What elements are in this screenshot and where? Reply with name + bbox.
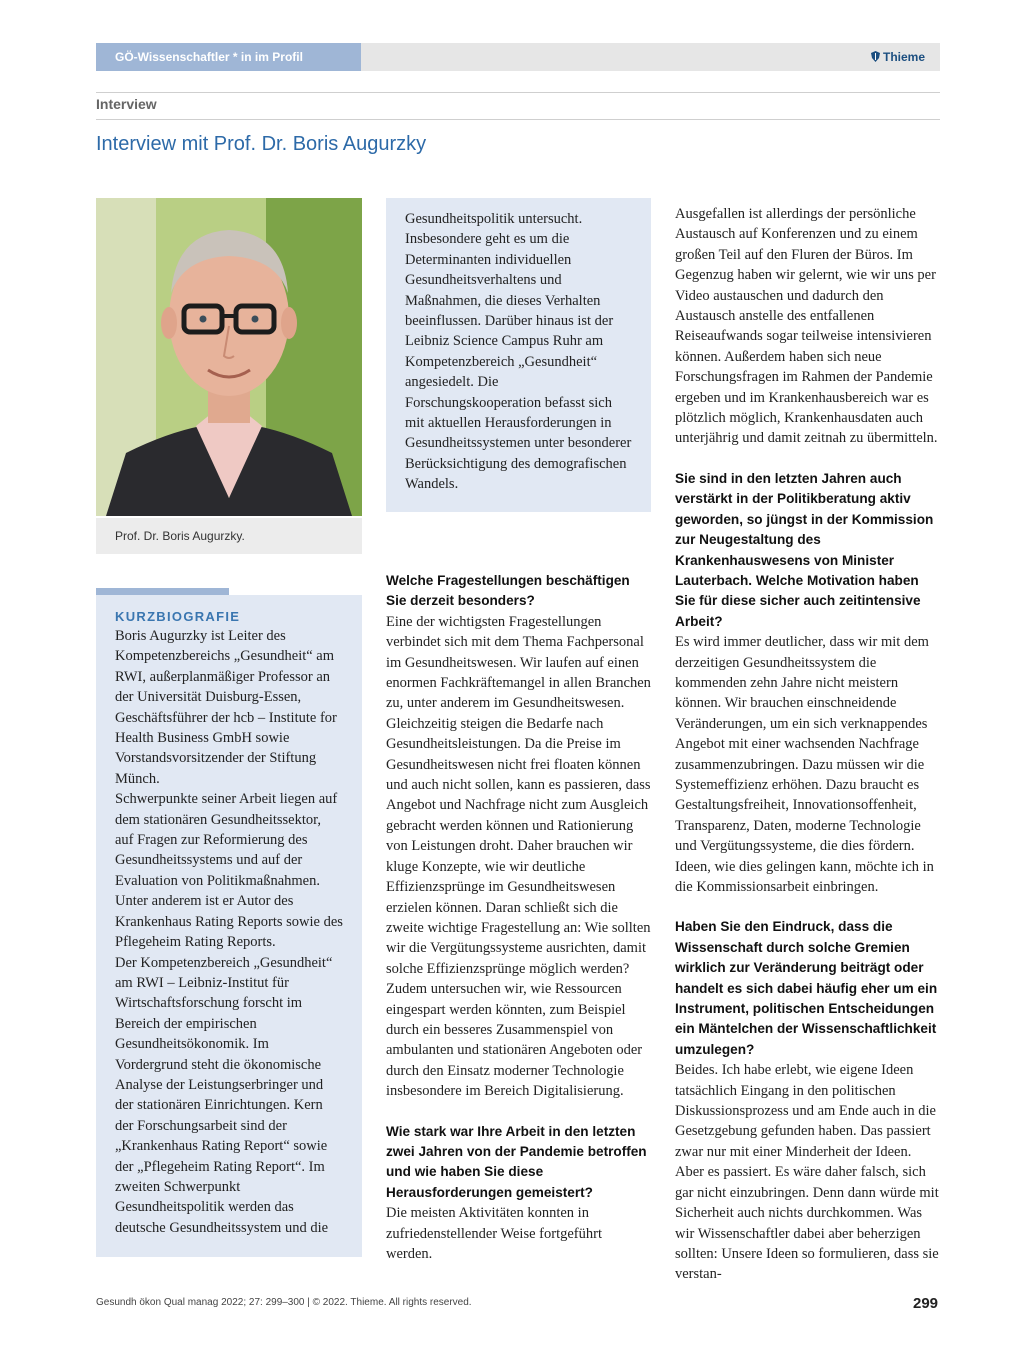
answer-3: Es wird immer deutlicher, dass wir mit dem derzeitigen Gesundheitssystem die kommenden zehn Jahre nicht meistern können. Wir brauchen einschneidende Veränderungen, um ein sich verknappendes Angebot mit einer wachsenden Nachfrage zusammenzubringen. Dazu müssen wir die Systemeffizienz erhöhen. Dazu braucht es Gestaltungsfreiheit, Innovationsoffenheit, Transparenz, Daten, moderne Technologie und Vergütungssysteme, die dies fördern. Ideen, wie dies gelingen kann, möchte ich in die Kommissionsarbeit einbringen.: [675, 634, 934, 895]
bio-continuation-box: [386, 198, 651, 512]
question-1: Welche Fragestellungen beschäftigen Sie derzeit besonders?: [386, 573, 630, 609]
page-title: Interview mit Prof. Dr. Boris Augurzky: [96, 133, 427, 155]
answer-2-continued: Ausgefallen ist allerdings der persönliche Austausch auf Konferenzen und zu einem großen Teil auf den Fluren der Büros. Im Gegenzug haben wir gelernt, wie wir uns per Video austauschen und dadurch den Austausch anstelle des entfallenen Reiseaufwands sogar teilweise intensivieren können. Außerdem haben sich neue Forschungsfragen im Rahmen der Pandemie ergeben und im Krankenhausbereich war es plötzlich möglich, Krankenhausdaten auch unterjährig und damit zeitnah zu übermitteln.: [675, 206, 938, 447]
photo-caption: Prof. Dr. Boris Augurzky.: [96, 518, 362, 554]
box-text: Gesundheitspolitik untersucht. Insbesondere geht es um die Determinanten individuellen Gesundheitsverhaltens und Maßnahmen, die dieses Verhalten beeinflussen. Darüber hinaus ist der Leibniz Science Campus Ruhr am Kompetenzbereich „Gesundheit“ angesiedelt. Die Forschungskooperation befasst sich mit aktuellen Herausforderungen in Gesundheitssystemen unter besonderer Berücksichtigung des demografischen Wandels.: [405, 211, 632, 493]
question-3: Sie sind in den letzten Jahren auch verstärkt in der Politikberatung aktiv geworden, so jüngst in der Kommission zur Neugestaltung des Krankenhauswesens von Minister Lauterbach. Welche Motivation haben Sie für diese sicher auch zeitintensive Arbeit?: [675, 470, 934, 629]
header-bar: [361, 43, 940, 71]
question-2: Wie stark war Ihre Arbeit in den letzten zwei Jahren von der Pandemie betroffen und wie haben Sie diese Herausforderungen gemeistert?: [386, 1123, 647, 1200]
section-rule: [96, 119, 940, 120]
answer-1: Eine der wichtigsten Fragestellungen verbindet sich mit dem Thema Fachpersonal im Gesundheitswesen. Wir laufen auf einen enormen Fachkräftemangel in allen Branchen zu, unter anderem im Gesundheitswesen. Gleichzeitig steigen die Bedarfe nach Gesundheitsleistungen. Da die Preise im Gesundheitswesen nicht frei floaten können und auch nicht sollen, kann es passieren, dass Angebot und Nachfrage nicht zum Ausgleich gebracht werden können und Rationierung von Leistungen droht. Daher brauchen wir kluge Konzepte, wie wir deutliche Effizienzsprünge im Gesundheitswesen erzielen können. Daran schließt sich die zweite wichtige Fragestellung an: Wie sollten wir die Vergütungssysteme ausrichten, damit solche Effizienzsprünge möglich werden? Zudem untersuchen wir, wie Ressourcen eingespart werden könnten, zum Beispiel durch ein besseres Zusammenspiel von ambulanten und stationären Angeboten oder durch den Einsatz moderner Technologie insbesondere im Bereich Digitalisierung.: [386, 613, 651, 1100]
bio-heading: KURZBIOGRAFIE: [115, 609, 241, 624]
portrait-photo: [96, 198, 362, 516]
column-middle: [386, 571, 651, 1264]
thieme-logo-icon: [871, 51, 880, 62]
answer-2: Die meisten Aktivitäten konnten in zufriedenstellender Weise fortgeführt werden.: [386, 1205, 602, 1262]
publisher-name: Thieme: [882, 50, 925, 64]
bio-paragraph: Der Kompetenzbereich „Gesundheit“ am RWI – Leibniz-Institut für Wirtschaftsforschung forscht im Bereich der empirischen Gesundheitsökonomik. Im Vordergrund steht die ökonomische Analyse der Leistungserbringer und der stationären Einrichtungen. Kern der Forschungsarbeit sind der „Krankenhaus Rating Report“ sowie der „Pflegeheim Rating Report“. Im zweiten Schwerpunkt Gesundheitspolitik werden das deutsche Gesundheitssystem und die: [115, 954, 333, 1236]
footer-citation: Gesundh ökon Qual manag 2022; 27: 299–300 | © 2022. Thieme. All rights reserved.: [96, 1297, 472, 1308]
column-right: [675, 204, 941, 1285]
series-label: GÖ-Wissenschaftler * in im Profil: [96, 43, 361, 71]
page-number: 299: [913, 1295, 939, 1312]
bio-paragraph: Boris Augurzky ist Leiter des Kompetenzbereichs „Gesundheit“ am RWI, außerplanmäßiger Professor an der Universität Duisburg-Essen, Geschäftsführer der hcb – Institute for Health Business GmbH sowie Vorstandsvorsitzender der Stiftung Münch.: [115, 628, 337, 787]
bio-text: [115, 626, 343, 1238]
bio-box: [96, 595, 362, 1257]
portrait-illustration: [96, 198, 362, 516]
section-label: Interview: [96, 96, 157, 112]
question-4: Haben Sie den Eindruck, dass die Wissenschaft durch solche Gremien wirklich zur Veränderung beiträgt oder handelt es sich dabei häufig eher um ein Instrument, politischen Entscheidungen ein Mäntelchen der Wissenschaftlichkeit umzulegen?: [675, 919, 938, 1057]
answer-4: Beides. Ich habe erlebt, wie eigene Ideen tatsächlich Eingang in den politischen Diskussionsprozess und am Ende auch in die Gesetzgebung gefunden haben. Das passiert zwar nur mit einer Minderheit der Ideen. Aber es passiert. Es wäre daher falsch, sich gar nicht einzubringen. Denn dann würde mit Sicherheit auch nichts durchkommen. Was wir Wissenschaftler dabei aber beherzigen sollten: Unsere Ideen so formulieren, dass sie verstan-: [675, 1062, 939, 1283]
top-rule: [96, 92, 940, 93]
bio-accent-bar: [96, 588, 229, 595]
publisher-logo: [871, 43, 925, 71]
bio-paragraph: Schwerpunkte seiner Arbeit liegen auf dem stationären Gesundheitssektor, auf Fragen zur Reformierung des Gesundheitssystems und auf der Evaluation von Politikmaßnahmen. Unter anderem ist er Autor des Krankenhaus Rating Reports sowie des Pflegeheim Rating Reports.: [115, 791, 343, 951]
